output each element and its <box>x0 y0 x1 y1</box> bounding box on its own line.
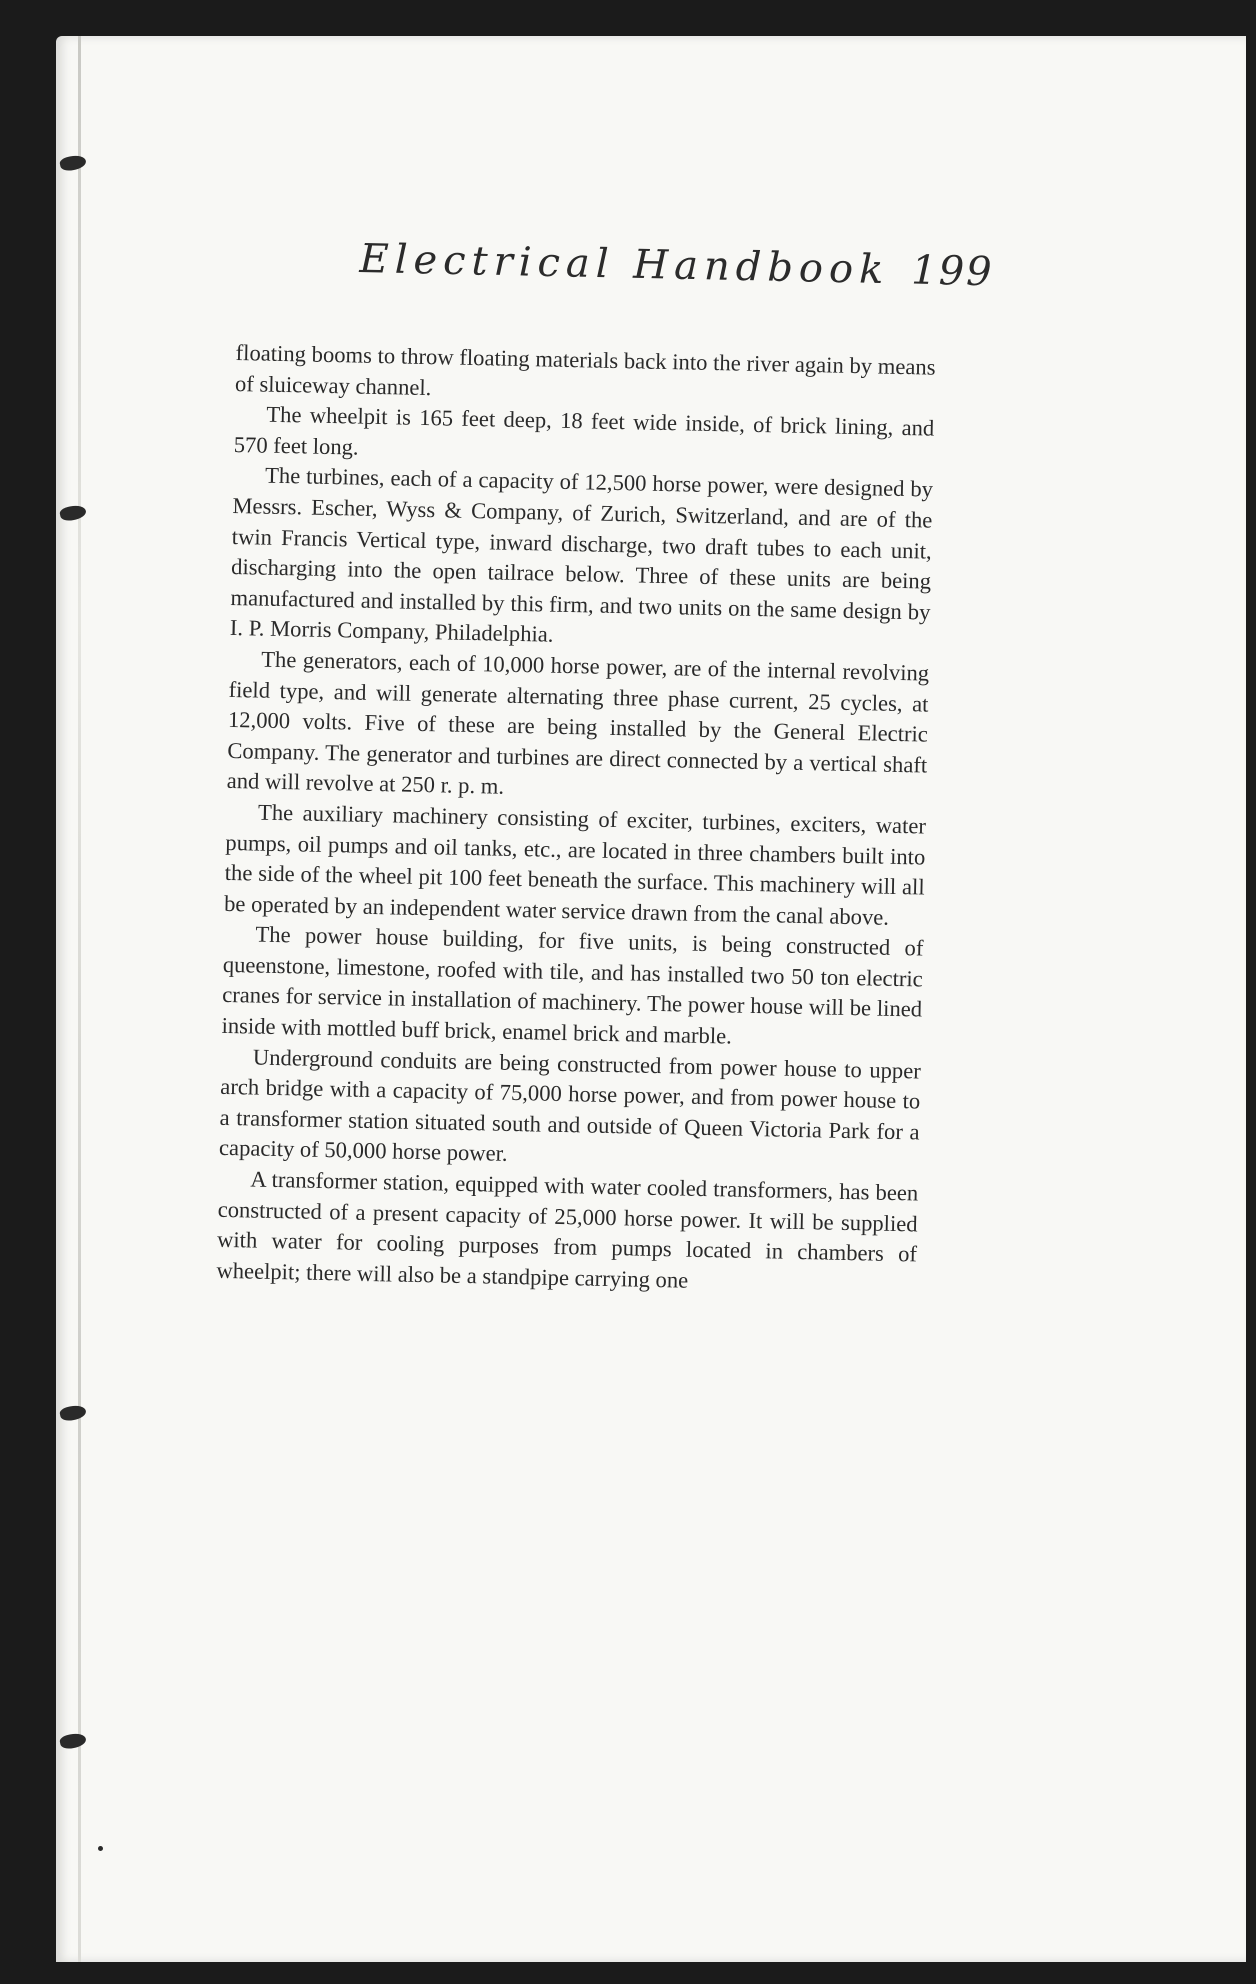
body-text <box>216 338 936 1301</box>
paragraph: The power house building, for five units, is being constructed of queenstone, limestone, roofed with tile, and has installed two 50 ton electric cranes for service in installation of machinery. The power house will be lined inside with mottled buff brick, enamel brick and marble. <box>221 921 924 1049</box>
page-number: 199 <box>910 247 995 296</box>
binding-stitch-mark <box>59 503 87 522</box>
page-gutter <box>78 36 81 1962</box>
paragraph: Underground conduits are being constructed from power house to upper arch bridge with a capacity of 75,000 horse power, and from power house to a transformer station situated south and outside of Queen Victoria Park for a capacity of 50,000 horse power. <box>218 1044 922 1167</box>
binding-stitch-mark <box>59 1403 87 1422</box>
running-title: Electrical Handbook <box>359 236 890 294</box>
paragraph: The auxiliary machinery consisting of exciter, turbines, exciters, water pumps, oil pumps and oil tanks, etc., are located in three chambers built into the side of the wheel pit 100 feet beneath the surface. This machinery will all be operated by an independent water service drawn from the canal above. <box>223 799 927 930</box>
paragraph: floating booms to throw floating materials back into the river again by means of sluiceway channel. <box>234 339 936 400</box>
paragraph: The turbines, each of a capacity of 12,500 horse power, were designed by Messrs. Escher, Wyss & Company, of Zurich, Switzerland, and are of the twin Francis Vertical type, inward discharge, two draft tubes to each unit, discharging into the open tailrace below. Three of these units are being manufactured and installed by this firm, and two units on the same design by I. P. Morris Company, Philadelphia. <box>229 463 934 648</box>
page-speck <box>98 1846 103 1851</box>
binding-stitch-mark <box>59 1731 87 1750</box>
binding-stitch-mark <box>59 153 87 172</box>
paragraph: The generators, each of 10,000 horse power, are of the internal revolving field type, and will generate alternating three phase current, 25 cycles, at 12,000 volts. Five of these are being installed by the General Electric Company. The generator and turbines are direct connected by a vertical shaft and will revolve at 250 r. p. m. <box>226 646 930 800</box>
paragraph: A transformer station, equipped with water cooled transformers, has been constructed of a present capacity of 25,000 horse power. It will be supplied with water for cooling purposes from pumps located in chambers of wheelpit; there will also be a standpipe carrying one <box>216 1166 919 1293</box>
paragraph: The wheelpit is 165 feet deep, 18 feet wide inside, of brick lining, and 570 feet long. <box>233 401 935 460</box>
